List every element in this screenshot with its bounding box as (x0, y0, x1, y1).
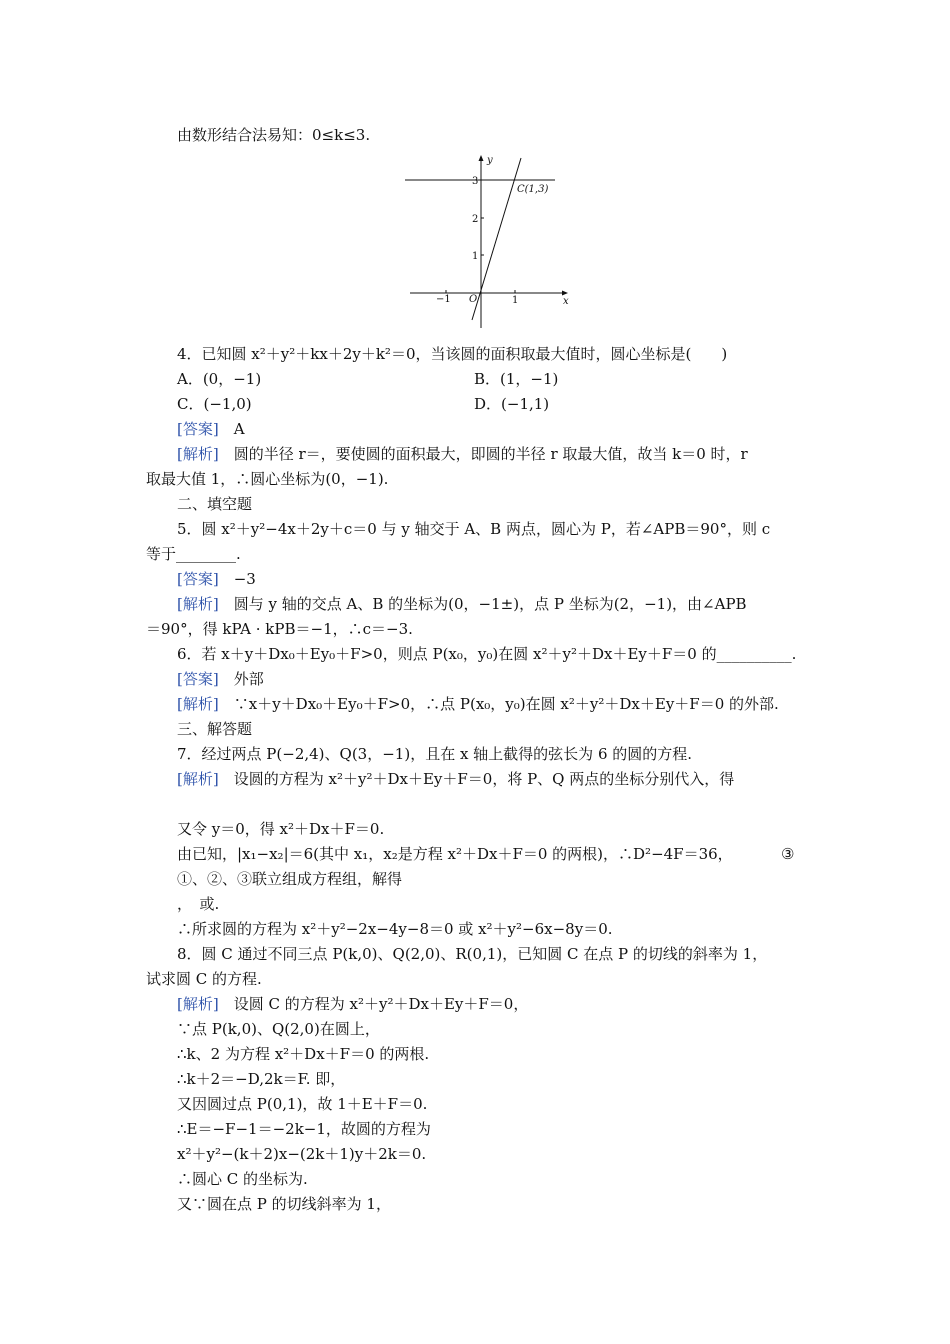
point-c-label: C(1,3) (517, 184, 549, 195)
q4-analysis-line-1 (177, 444, 748, 464)
analysis-text: 设圆 C 的方程为 x²＋y²＋Dx＋Ey＋F＝0， (233, 995, 529, 1013)
analysis-text: 圆与 y 轴的交点 A、B 的坐标为(0，−1±)，点 P 坐标为(2，−1)，由∠APB (233, 595, 747, 613)
q7-line-2: 又令 y＝0，得 x²＋Dx＋F＝0. (177, 820, 385, 838)
answer-value: 外部 (233, 670, 264, 688)
y-tick-label-3: 3 (472, 176, 479, 187)
section-3-heading: 三、解答题 (177, 720, 253, 738)
q4-option-a: A．(0，−1) (177, 370, 262, 388)
q5-stem-line-2: 等于________. (146, 545, 241, 563)
analysis-text: ∵x＋y＋Dx₀＋Ey₀＋F>0，∴点 P(x₀，y₀)在圆 x²＋y²＋Dx＋Ey＋F＝0 的外部. (233, 695, 779, 713)
q8-line-9: 又∵圆在点 P 的切线斜率为 1， (177, 1195, 391, 1213)
answer-tag: [答案] (177, 570, 219, 588)
x-tick-label-neg1: −1 (436, 294, 451, 305)
origin-label: O (469, 294, 478, 305)
answer-value: A (233, 420, 245, 438)
answer-tag: [答案] (177, 670, 219, 688)
q5-answer (177, 569, 256, 589)
q6-answer (177, 669, 264, 689)
q7-line-3-mark: ③ (781, 845, 795, 863)
q8-analysis-line-1 (177, 994, 528, 1014)
q7-line-3: 由已知，|x₁−x₂|＝6(其中 x₁，x₂是方程 x²＋Dx＋F＝0 的两根)，∴D²−4F＝36， (177, 845, 733, 863)
x-tick-label-1: 1 (512, 295, 519, 306)
q8-line-6: ∴E＝−F−1＝−2k−1，故圆的方程为 (177, 1120, 431, 1138)
q4-option-b: B．(1，−1) (474, 370, 559, 388)
q7-line-5: ， 或. (177, 895, 220, 913)
q7-line-4: ①、②、③联立组成方程组，解得 (177, 870, 403, 888)
q5-stem-line-1: 5．圆 x²＋y²−4x＋2y＋c＝0 与 y 轴交于 A、B 两点，圆心为 P，若∠APB＝90°，则 c (177, 520, 771, 538)
q5-analysis-line-2: ＝90°，得 kPA · kPB＝−1，∴c＝−3. (146, 620, 413, 638)
q7-analysis-line-1 (177, 769, 734, 789)
x-axis-label: x (563, 296, 569, 307)
analysis-tag: [解析] (177, 770, 219, 788)
q8-line-7: x²＋y²−(k＋2)x−(2k＋1)y＋2k＝0. (177, 1145, 427, 1163)
analysis-text: 圆的半径 r＝，要使圆的面积最大，即圆的半径 r 取最大值，故当 k＝0 时，r (233, 445, 748, 463)
answer-value: −3 (233, 570, 256, 588)
analysis-tag: [解析] (177, 995, 219, 1013)
q7-stem: 7．经过两点 P(−2,4)、Q(3，−1)，且在 x 轴上截得的弦长为 6 的圆的方程. (177, 745, 693, 763)
q8-line-5: 又因圆过点 P(0,1)，故 1＋E＋F＝0. (177, 1095, 428, 1113)
q4-answer (177, 419, 245, 439)
q4-analysis-line-2: 取最大值 1，∴圆心坐标为(0，−1). (146, 470, 389, 488)
q8-line-2: ∵点 P(k,0)、Q(2,0)在圆上， (177, 1020, 380, 1038)
q8-line-4: ∴k＋2＝−D,2k＝F. 即， (177, 1070, 346, 1088)
analysis-tag: [解析] (177, 595, 219, 613)
q6-analysis (177, 694, 779, 714)
q7-line-6: ∴所求圆的方程为 x²＋y²−2x−4y−8＝0 或 x²＋y²−6x−8y＝0. (177, 920, 613, 938)
y-axis-arrow-icon (479, 155, 484, 161)
y-axis-label: y (487, 155, 493, 166)
intro-line: 由数形结合法易知：0≤k≤3. (177, 126, 371, 144)
q5-analysis-line-1 (177, 594, 747, 614)
y-tick-label-2: 2 (472, 214, 479, 225)
q8-line-8: ∴圆心 C 的坐标为. (177, 1170, 308, 1188)
q4-option-d: D．(−1,1) (474, 395, 550, 413)
answer-tag: [答案] (177, 420, 219, 438)
analysis-tag: [解析] (177, 445, 219, 463)
q8-stem-line-2: 试求圆 C 的方程. (146, 970, 262, 988)
line-graph-figure (405, 150, 580, 335)
q8-stem-line-1: 8．圆 C 通过不同三点 P(k,0)、Q(2,0)、R(0,1)，已知圆 C 在点 P 的切线的斜率为 1， (177, 945, 768, 963)
analysis-tag: [解析] (177, 695, 219, 713)
q4-stem: 4．已知圆 x²＋y²＋kx＋2y＋k²＝0，当该圆的面积取最大值时，圆心坐标是( ) (177, 345, 728, 363)
y-tick-label-1: 1 (472, 251, 479, 262)
analysis-text: 设圆的方程为 x²＋y²＋Dx＋Ey＋F＝0，将 P、Q 两点的坐标分别代入，得 (233, 770, 735, 788)
q8-line-3: ∴k、2 为方程 x²＋Dx＋F＝0 的两根. (177, 1045, 430, 1063)
q4-option-c: C．(−1,0) (177, 395, 252, 413)
x-axis-arrow-icon (562, 291, 568, 296)
q6-stem: 6．若 x＋y＋Dx₀＋Ey₀＋F>0，则点 P(x₀，y₀)在圆 x²＋y²＋Dx＋Ey＋F＝0 的__________. (177, 645, 797, 663)
section-2-heading: 二、填空题 (177, 495, 253, 513)
